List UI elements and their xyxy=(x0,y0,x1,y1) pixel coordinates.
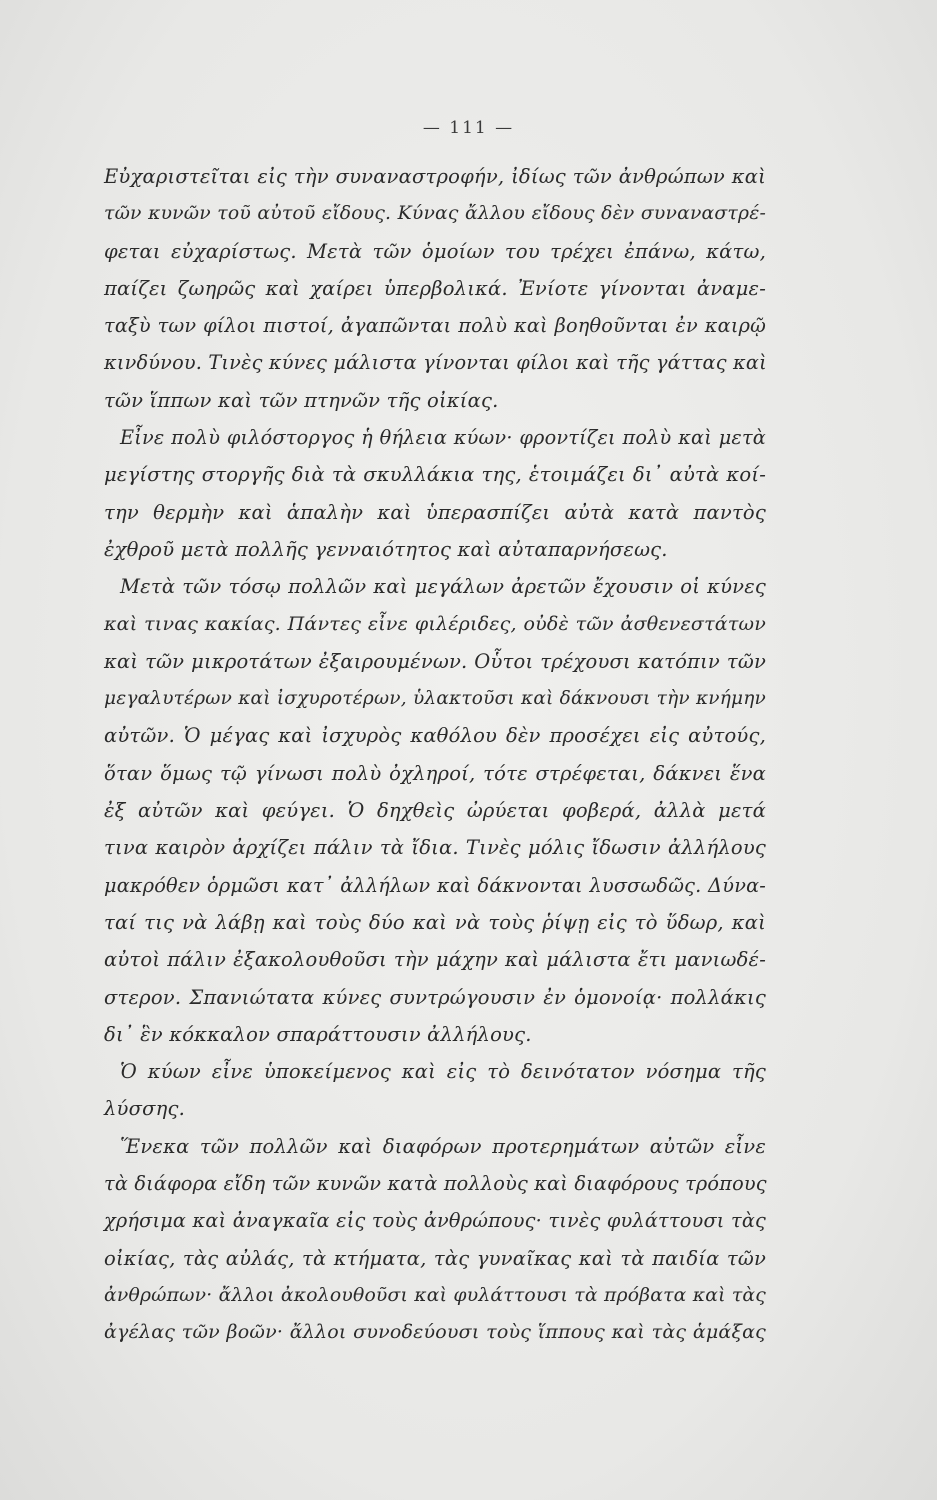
text-line: μεγίστης στοργῆς διὰ τὰ σκυλλάκια της, ἑτοιμάζει δι᾽ αὐτὰ κοί- xyxy=(104,463,766,487)
text-line: ταξὺ των φίλοι πιστοί, ἀγαπῶνται πολὺ καὶ βοηθοῦνται ἐν καιρῷ xyxy=(104,314,766,338)
text-line: μεγαλυτέρων καὶ ἰσχυροτέρων, ὑλακτοῦσι καὶ δάκνουσι τὴν κνήμην xyxy=(104,688,766,710)
text-line: λύσσης. xyxy=(104,1097,186,1121)
text-line: Εἶνε πολὺ φιλόστοργος ἡ θήλεια κύων· φροντίζει πολὺ καὶ μετὰ xyxy=(120,426,766,450)
text-line: Μετὰ τῶν τόσῳ πολλῶν καὶ μεγάλων ἀρετῶν ἔχουσιν οἱ κύνες xyxy=(120,575,766,599)
text-line: καὶ τῶν μικροτάτων ἐξαιρουμένων. Οὗτοι τρέχουσι κατόπιν τῶν xyxy=(104,649,766,673)
text-line: τῶν ἵππων καὶ τῶν πτηνῶν τῆς οἰκίας. xyxy=(104,388,499,412)
text-line: στερον. Σπανιώτατα κύνες συντρώγουσιν ἐν ὁμονοίᾳ· πολλάκις xyxy=(104,985,766,1009)
page-number: — 111 — xyxy=(422,118,515,138)
text-line: χρήσιμα καὶ ἀναγκαῖα εἰς τοὺς ἀνθρώπους· τινὲς φυλάττουσι τὰς xyxy=(104,1209,766,1233)
text-line: τὰ διάφορα εἴδη τῶν κυνῶν κατὰ πολλοὺς καὶ διαφόρους τρόπους xyxy=(104,1172,767,1196)
text-line: Ὁ κύων εἶνε ὑποκείμενος καὶ εἰς τὸ δεινότατον νόσημα τῆς xyxy=(120,1060,766,1084)
text-line: παίζει ζωηρῶς καὶ χαίρει ὑπερβολικά. Ἐνίοτε γίνονται ἀναμε- xyxy=(104,276,766,300)
text-line: την θερμὴν καὶ ἁπαλὴν καὶ ὑπερασπίζει αὐτὰ κατὰ παντὸς xyxy=(104,500,766,524)
text-line: τῶν κυνῶν τοῦ αὐτοῦ εἴδους. Κύνας ἄλλου εἴδους δὲν συναναστρέ- xyxy=(104,203,766,225)
text-line: ἐξ αὐτῶν καὶ φεύγει. Ὁ δηχθεὶς ὠρύεται φοβερά, ἀλλὰ μετά xyxy=(104,799,766,823)
text-line: ἐχθροῦ μετὰ πολλῆς γενναιότητος καὶ αὐταπαρνήσεως. xyxy=(104,537,668,561)
text-line: μακρόθεν ὁρμῶσι κατ᾽ ἀλλήλων καὶ δάκνονται λυσσωδῶς. Δύνα- xyxy=(104,873,766,897)
text-line: τινα καιρὸν ἀρχίζει πάλιν τὰ ἴδια. Τινὲς μόλις ἴδωσιν ἀλλήλους xyxy=(104,836,766,860)
text-line: ἀνθρώπων· ἄλλοι ἀκολουθοῦσι καὶ φυλάττουσι τὰ πρόβατα καὶ τὰς xyxy=(104,1284,766,1306)
text-line: Ἕνεκα τῶν πολλῶν καὶ διαφόρων προτερημάτων αὐτῶν εἶνε xyxy=(120,1134,766,1158)
text-line: κινδύνου. Τινὲς κύνες μάλιστα γίνονται φίλοι καὶ τῆς γάττας καὶ xyxy=(104,351,767,375)
text-body xyxy=(104,158,766,1352)
text-line: ὅταν ὅμως τῷ γίνωσι πολὺ ὀχληροί, τότε στρέφεται, δάκνει ἕνα xyxy=(104,761,766,785)
text-line: δι᾽ ἓν κόκκαλον σπαράττουσιν ἀλλήλους. xyxy=(104,1022,532,1046)
text-line: καὶ τινας κακίας. Πάντες εἶνε φιλέριδες, οὐδὲ τῶν ἀσθενεστάτων xyxy=(104,612,766,635)
text-line: αὐτῶν. Ὁ μέγας καὶ ἰσχυρὸς καθόλου δὲν προσέχει εἰς αὐτούς, xyxy=(104,724,766,748)
text-line: Εὐχαριστεῖται εἰς τὴν συναναστροφήν, ἰδίως τῶν ἀνθρώπων καὶ xyxy=(104,165,766,188)
text-line: οἰκίας, τὰς αὐλάς, τὰ κτήματα, τὰς γυναῖκας καὶ τὰ παιδία τῶν xyxy=(104,1246,766,1270)
text-line: ταί τις νὰ λάβῃ καὶ τοὺς δύο καὶ νὰ τοὺς ῥίψῃ εἰς τὸ ὕδωρ, καὶ xyxy=(104,910,766,934)
text-line: ἀγέλας τῶν βοῶν· ἄλλοι συνοδεύουσι τοὺς ἵππους καὶ τὰς ἁμάξας xyxy=(104,1321,766,1344)
text-line: φεται εὐχαρίστως. Μετὰ τῶν ὁμοίων του τρέχει ἐπάνω, κάτω, xyxy=(104,239,766,263)
text-line: αὐτοὶ πάλιν ἐξακολουθοῦσι τὴν μάχην καὶ μάλιστα ἔτι μανιωδέ- xyxy=(104,948,766,972)
